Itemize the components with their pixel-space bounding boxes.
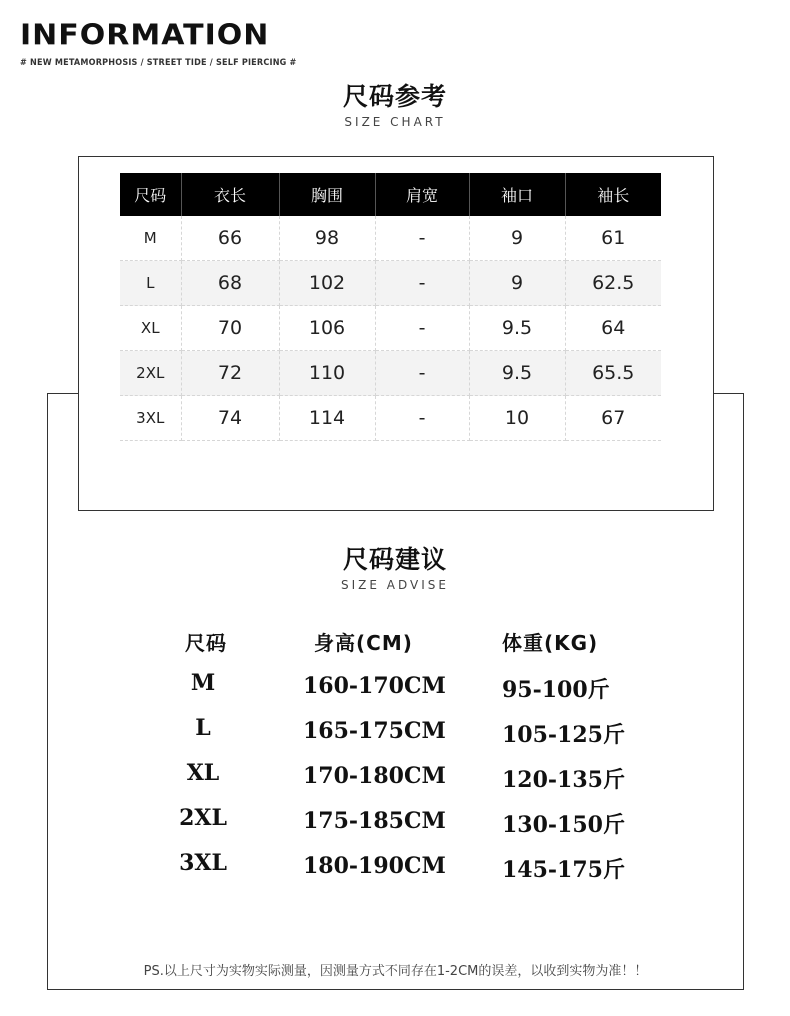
table-cell: M: [120, 216, 181, 261]
table-cell: -: [375, 216, 469, 261]
column-header-chest: 胸围: [279, 173, 375, 216]
table-cell: -: [375, 396, 469, 441]
table-cell: 10: [469, 396, 565, 441]
table-row: [120, 351, 661, 396]
brand-tagline: # NEW METAMORPHOSIS / STREET TIDE / SELF PIERCING #: [20, 58, 297, 68]
table-cell: 106: [279, 306, 375, 351]
table-cell: 98: [279, 216, 375, 261]
table-cell: -: [375, 261, 469, 306]
table-row: [120, 261, 661, 306]
table-cell: 62.5: [565, 261, 661, 306]
size-advise-title: 尺码建议: [342, 545, 447, 574]
advise-size: XL: [186, 760, 220, 786]
size-advise-subtitle: SIZE ADVISE: [341, 578, 449, 592]
table-cell: 68: [181, 261, 279, 306]
table-row: [120, 216, 661, 261]
size-chart-heading: [0, 82, 790, 130]
size-chart-subtitle: SIZE CHART: [344, 115, 446, 129]
brand-title: INFORMATION: [20, 18, 270, 53]
advise-weight: 145-175斤: [502, 857, 625, 883]
table-cell: 114: [279, 396, 375, 441]
advise-size: M: [190, 670, 216, 696]
advise-header-size: 尺码: [185, 631, 227, 655]
column-header-size: 尺码: [120, 173, 181, 216]
table-cell: 74: [181, 396, 279, 441]
table-cell: 9.5: [469, 306, 565, 351]
table-header-row: [120, 173, 661, 216]
table-cell: 3XL: [120, 396, 181, 441]
size-chart-title: 尺码参考: [342, 82, 447, 111]
table-cell: 65.5: [565, 351, 661, 396]
column-header-sleeve: 袖长: [565, 173, 661, 216]
advise-height: 175-185CM: [303, 808, 446, 834]
table-cell: L: [120, 261, 181, 306]
advise-header-height: 身高(CM): [314, 631, 413, 655]
advise-weight: 120-135斤: [502, 767, 625, 793]
table-cell: 72: [181, 351, 279, 396]
table-cell: 66: [181, 216, 279, 261]
table-row: [120, 306, 661, 351]
advise-weight: 105-125斤: [502, 722, 625, 748]
column-header-cuff: 袖口: [469, 173, 565, 216]
advise-height: 165-175CM: [303, 718, 446, 744]
measurement-note: PS.以上尺寸为实物实际测量，因测量方式不同存在1-2CM的误差，以收到实物为准！！: [143, 964, 648, 979]
advise-height: 180-190CM: [303, 853, 446, 879]
table-cell: 9.5: [469, 351, 565, 396]
table-cell: 70: [181, 306, 279, 351]
advise-header-weight: 体重(KG): [502, 631, 599, 655]
table-cell: XL: [120, 306, 181, 351]
table-cell: 61: [565, 216, 661, 261]
table-cell: 9: [469, 261, 565, 306]
table-cell: 9: [469, 216, 565, 261]
advise-height: 170-180CM: [303, 763, 446, 789]
size-chart-table: [120, 173, 661, 441]
table-cell: 102: [279, 261, 375, 306]
size-advise-heading: [0, 545, 790, 593]
table-cell: 64: [565, 306, 661, 351]
advise-size: 3XL: [179, 850, 227, 876]
column-header-shoulder: 肩宽: [375, 173, 469, 216]
table-cell: -: [375, 351, 469, 396]
table-cell: 67: [565, 396, 661, 441]
advise-height: 160-170CM: [303, 673, 446, 699]
advise-size: L: [195, 715, 211, 741]
table-cell: 110: [279, 351, 375, 396]
table-cell: -: [375, 306, 469, 351]
advise-weight: 95-100斤: [502, 677, 610, 703]
table-row: [120, 396, 661, 441]
column-header-length: 衣长: [181, 173, 279, 216]
table-cell: 2XL: [120, 351, 181, 396]
advise-size: 2XL: [179, 805, 227, 831]
advise-weight: 130-150斤: [502, 812, 625, 838]
